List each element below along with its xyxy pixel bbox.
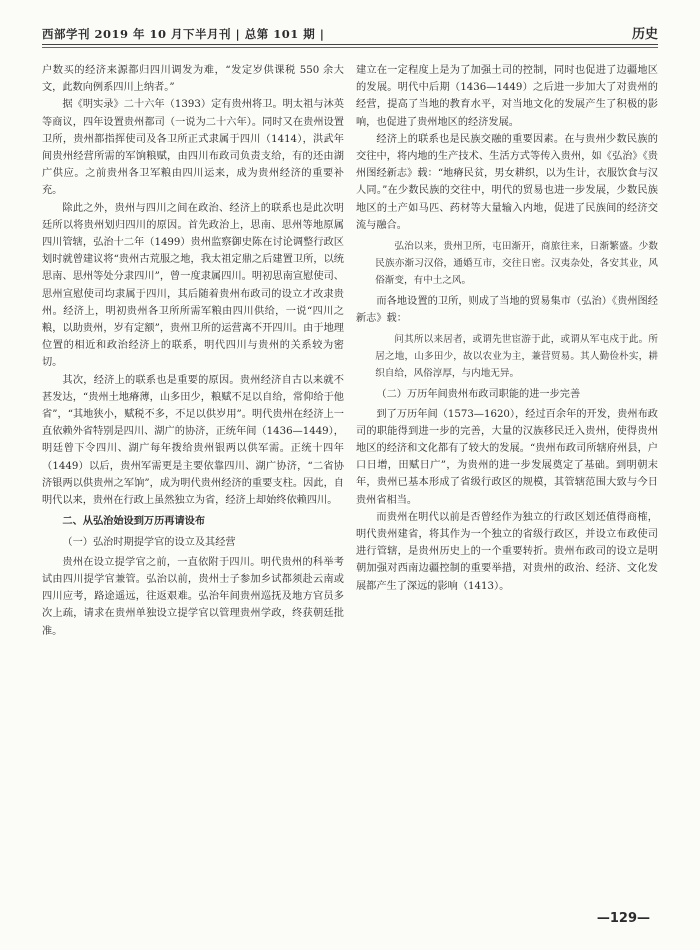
page-number: —129— [596,911,650,926]
running-header [42,18,658,42]
header-rule-thin [42,47,658,48]
paragraph: 而各地设置的卫所，则成了当地的贸易集市（弘治）《贵州图经新志》载： [356,296,658,325]
block-quote: 弘治以来，贵州卫所，屯田渐开，商旅往来，日渐繁盛。少数民族亦渐习汉俗，通婚互市，交往日密。汉夷杂处，各安其业，风俗渐变，有中土之风。 [375,241,658,287]
paragraph: 到了万历年间（1573—1620），经过百余年的开发，贵州布政司的职能得到进一步的完善，大量的汉族移民迁入贵州，使得贵州地区的经济和文化都有了较大的发展。“贵州布政司所辖府州县，户口日增，田赋日广”，为贵州的进一步发展奠定了基础。到明朝末年，贵州已基本形成了省级行政区的规模，其管辖范围大致与今日贵州省相当。 [356,408,658,506]
header-rule [42,44,658,45]
paragraph: 其次，经济上的联系也是重要的原因。贵州经济自古以来就不甚发达，“贵州土地瘠薄，山多田少，粮赋不足以自给，常仰给于他省”，“其地狭小，赋税不多，不足以供岁用”。明代贵州在经济上一直依赖外省特别是四川、湖广的协济，正统年间（1436—1449），明廷曾下令四川、湖广每年拨给贵州银两以供军需。正统十四年（1449）以后，贵州军需更是主要依靠四川、湖广协济，“二省协济银两以供贵州之军饷”，成为明代贵州经济的重要支柱。因此，自明代以来，贵州在行政上虽然独立为省，经济上却始终依赖四川。 [42,374,344,507]
article-body [42,62,658,904]
journal-info: 西部学刊 2019 年 10 月下半月刊 | 总第 101 期 | [42,27,325,41]
paragraph: 户数买的经济来源都归四川调发为难，“发定岁供课税 550 余大文，此数向例系四川上纳者。” [42,65,344,94]
subsection-heading: （一）弘治时期提学官的设立及其经营 [62,537,236,549]
section-label: 历史 [631,27,658,42]
section-heading: 二、从弘治始设到万历再请设布 [62,516,206,528]
subsection-heading: （二）万历年间贵州布政司职能的进一步完善 [376,389,581,401]
paragraph: 而贵州在明代以前是否曾经作为独立的行政区划还值得商榷，明代贵州建省，将其作为一个独立的省级行政区，并设立布政使司进行管辖，是贵州历史上的一个重要转折。贵州布政司的设立是明朝加强对西南边疆控制的重要举措，对贵州的政治、经济、文化发展都产生了深远的影响（1413）。 [356,511,658,592]
block-quote: 问其所以来居者，或谓先世宦游于此，或谓从军屯戍于此。所居之地，山多田少，故以农业为主，兼营贸易。其人勤俭朴实，耕织自给，风俗淳厚，与内地无异。 [375,334,658,380]
paragraph: 建立在一定程度上是为了加强土司的控制，同时也促进了边疆地区的发展。明代中后期（1436—1449）之后进一步加大了对贵州的经营，提高了当地的教育水平，对当地文化的发展产生了积极的影响，也促进了贵州地区的经济发展。 [356,65,658,128]
paragraph: 除此之外，贵州与四川之间在政治、经济上的联系也是此次明廷所以将贵州划归四川的原因。首先政治上，思南、思州等地原属四川管辖，弘治十二年（1499）贵州监察御史陈在讨论调整行政区划时就曾建议将“贵州古荒服之地，我太祖定鼎之后建置卫所，以统思南、思州等处分隶四川”，曾一度隶属四川。明初思南宣慰使司、思州宣慰使司均隶属于四川，其后随着贵州布政司的设立才改隶贵州。经济上，明初贵州各卫所所需军粮由四川供给，一说“四川之粮，以助贵州，岁有定额”，贵州卫所的运营离不开四川。由于地理位置的相近和政治经济上的联系，明代四川与贵州的关系较为密切。 [42,202,344,369]
paragraph: 经济上的联系也是民族交融的重要因素。在与贵州少数民族的交往中，将内地的生产技术、生活方式等传入贵州，如《弘治》《贵州图经新志》载：“地瘠民贫，男女耕织，以为生计，衣服饮食与汉人同。”在少数民族的交往中，明代的贸易也进一步发展，少数民族地区的土产如马匹、药材等大量输入内地，促进了民族间的经济交流与融合。 [356,133,658,231]
paragraph: 贵州在设立提学官之前，一直依附于四川。明代贵州的科举考试由四川提学官兼管。弘治以前，贵州士子参加乡试都须赴云南或四川应考，路途遥远，往返艰难。弘治年间贵州巡抚及地方官员多次上疏，请求在贵州单独设立提学官以管理贵州学政，终获朝廷批准。 [42,556,344,637]
left-column [42,62,344,904]
right-column [356,62,658,904]
paragraph: 据《明实录》二十六年（1393）定有贵州将卫。明太祖与沐英等商议，四年设置贵州都司（一说为二十六年）。同时又在贵州设置卫所，贵州都指挥使司及各卫所正式隶属于四川（1414），洪武年间贵州经营所需的军饷粮赋，由四川布政司负责支给，有的还由湖广供应。之前贵州各卫军粮由四川运来，成为贵州经济的重要补充。 [42,99,344,197]
